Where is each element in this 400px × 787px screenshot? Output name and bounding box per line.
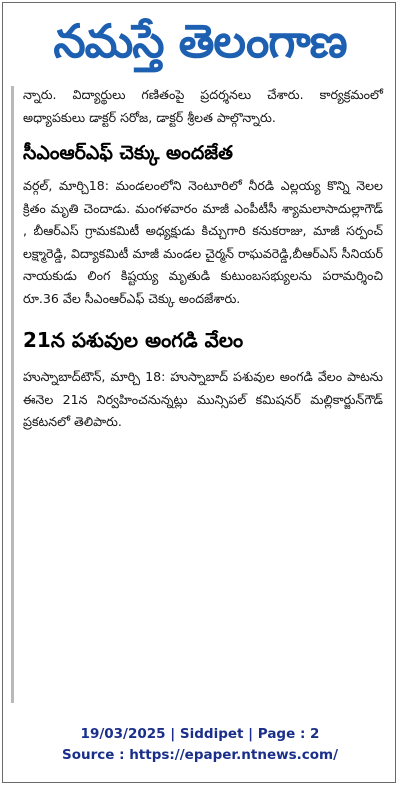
column-divider (11, 86, 14, 703)
newspaper-masthead: నమస్తే తెలంగాణ (53, 14, 347, 68)
previous-article-tail: న్నారు. విద్యార్థులు గణితంపై ప్రదర్శనలు చేశారు. కార్యక్రమంలో అధ్యాపకులు డాక్టర్ సరోజ, డాక్టర్ శ్రీలత పాల్గొన్నారు. (23, 87, 383, 125)
news-clipping (11, 86, 387, 703)
article-body-cmrf: వర్గల్, మార్చి18: మండలంలోని నెంటూరిలో నీరడి ఎల్లయ్య కొన్ని నెలల క్రితం మృతి చెందాడు. మంగళవారం మాజీ ఎంపీటీసీ శ్యామలాసాదుల్లాగౌడ్ , బీఆర్ఎస్ గ్రామకమిటీ అధ్యక్షుడు కిచ్చుగారి కనుకరాజు, మాజీ సర్పంచ్ లక్ష్మారెడ్డి, విద్యాకమిటీ మాజీ మండల చైర్మన్ రాఘవరెడ్డి,బీఆర్ఎస్ సీనియర్ నాయకుడు లింగ కిష్టయ్య మృతుడి కుటుంబసభ్యులను పరామర్శించి రూ.36 వేల సీఎంఆర్ఎఫ్ చెక్కు అందజేశారు. (23, 178, 383, 306)
article-body-cattle-market: హుస్నాబాద్‌టౌన్, మార్చి 18: హుస్నాబాద్ పశువుల అంగడి వేలం పాటను ఈనెల 21న నిర్వహించనున్నట్లు మున్సిపల్ కమిషనర్ మల్లికార్జున్‌గౌడ్ ప్రకటనలో తెలిపారు. (23, 369, 383, 429)
source-link[interactable]: Source : https://epaper.ntnews.com/ (61, 747, 339, 763)
article-headline-cattle-market: 21న పశువుల అంగడి వేలం (23, 328, 244, 352)
edition-info: 19/03/2025 | Siddipet | Page : 2 (80, 726, 320, 742)
article-headline-cmrf: సీఎంఆర్ఎఫ్ చెక్కు అందజేత (23, 142, 233, 164)
article-column (23, 86, 383, 434)
